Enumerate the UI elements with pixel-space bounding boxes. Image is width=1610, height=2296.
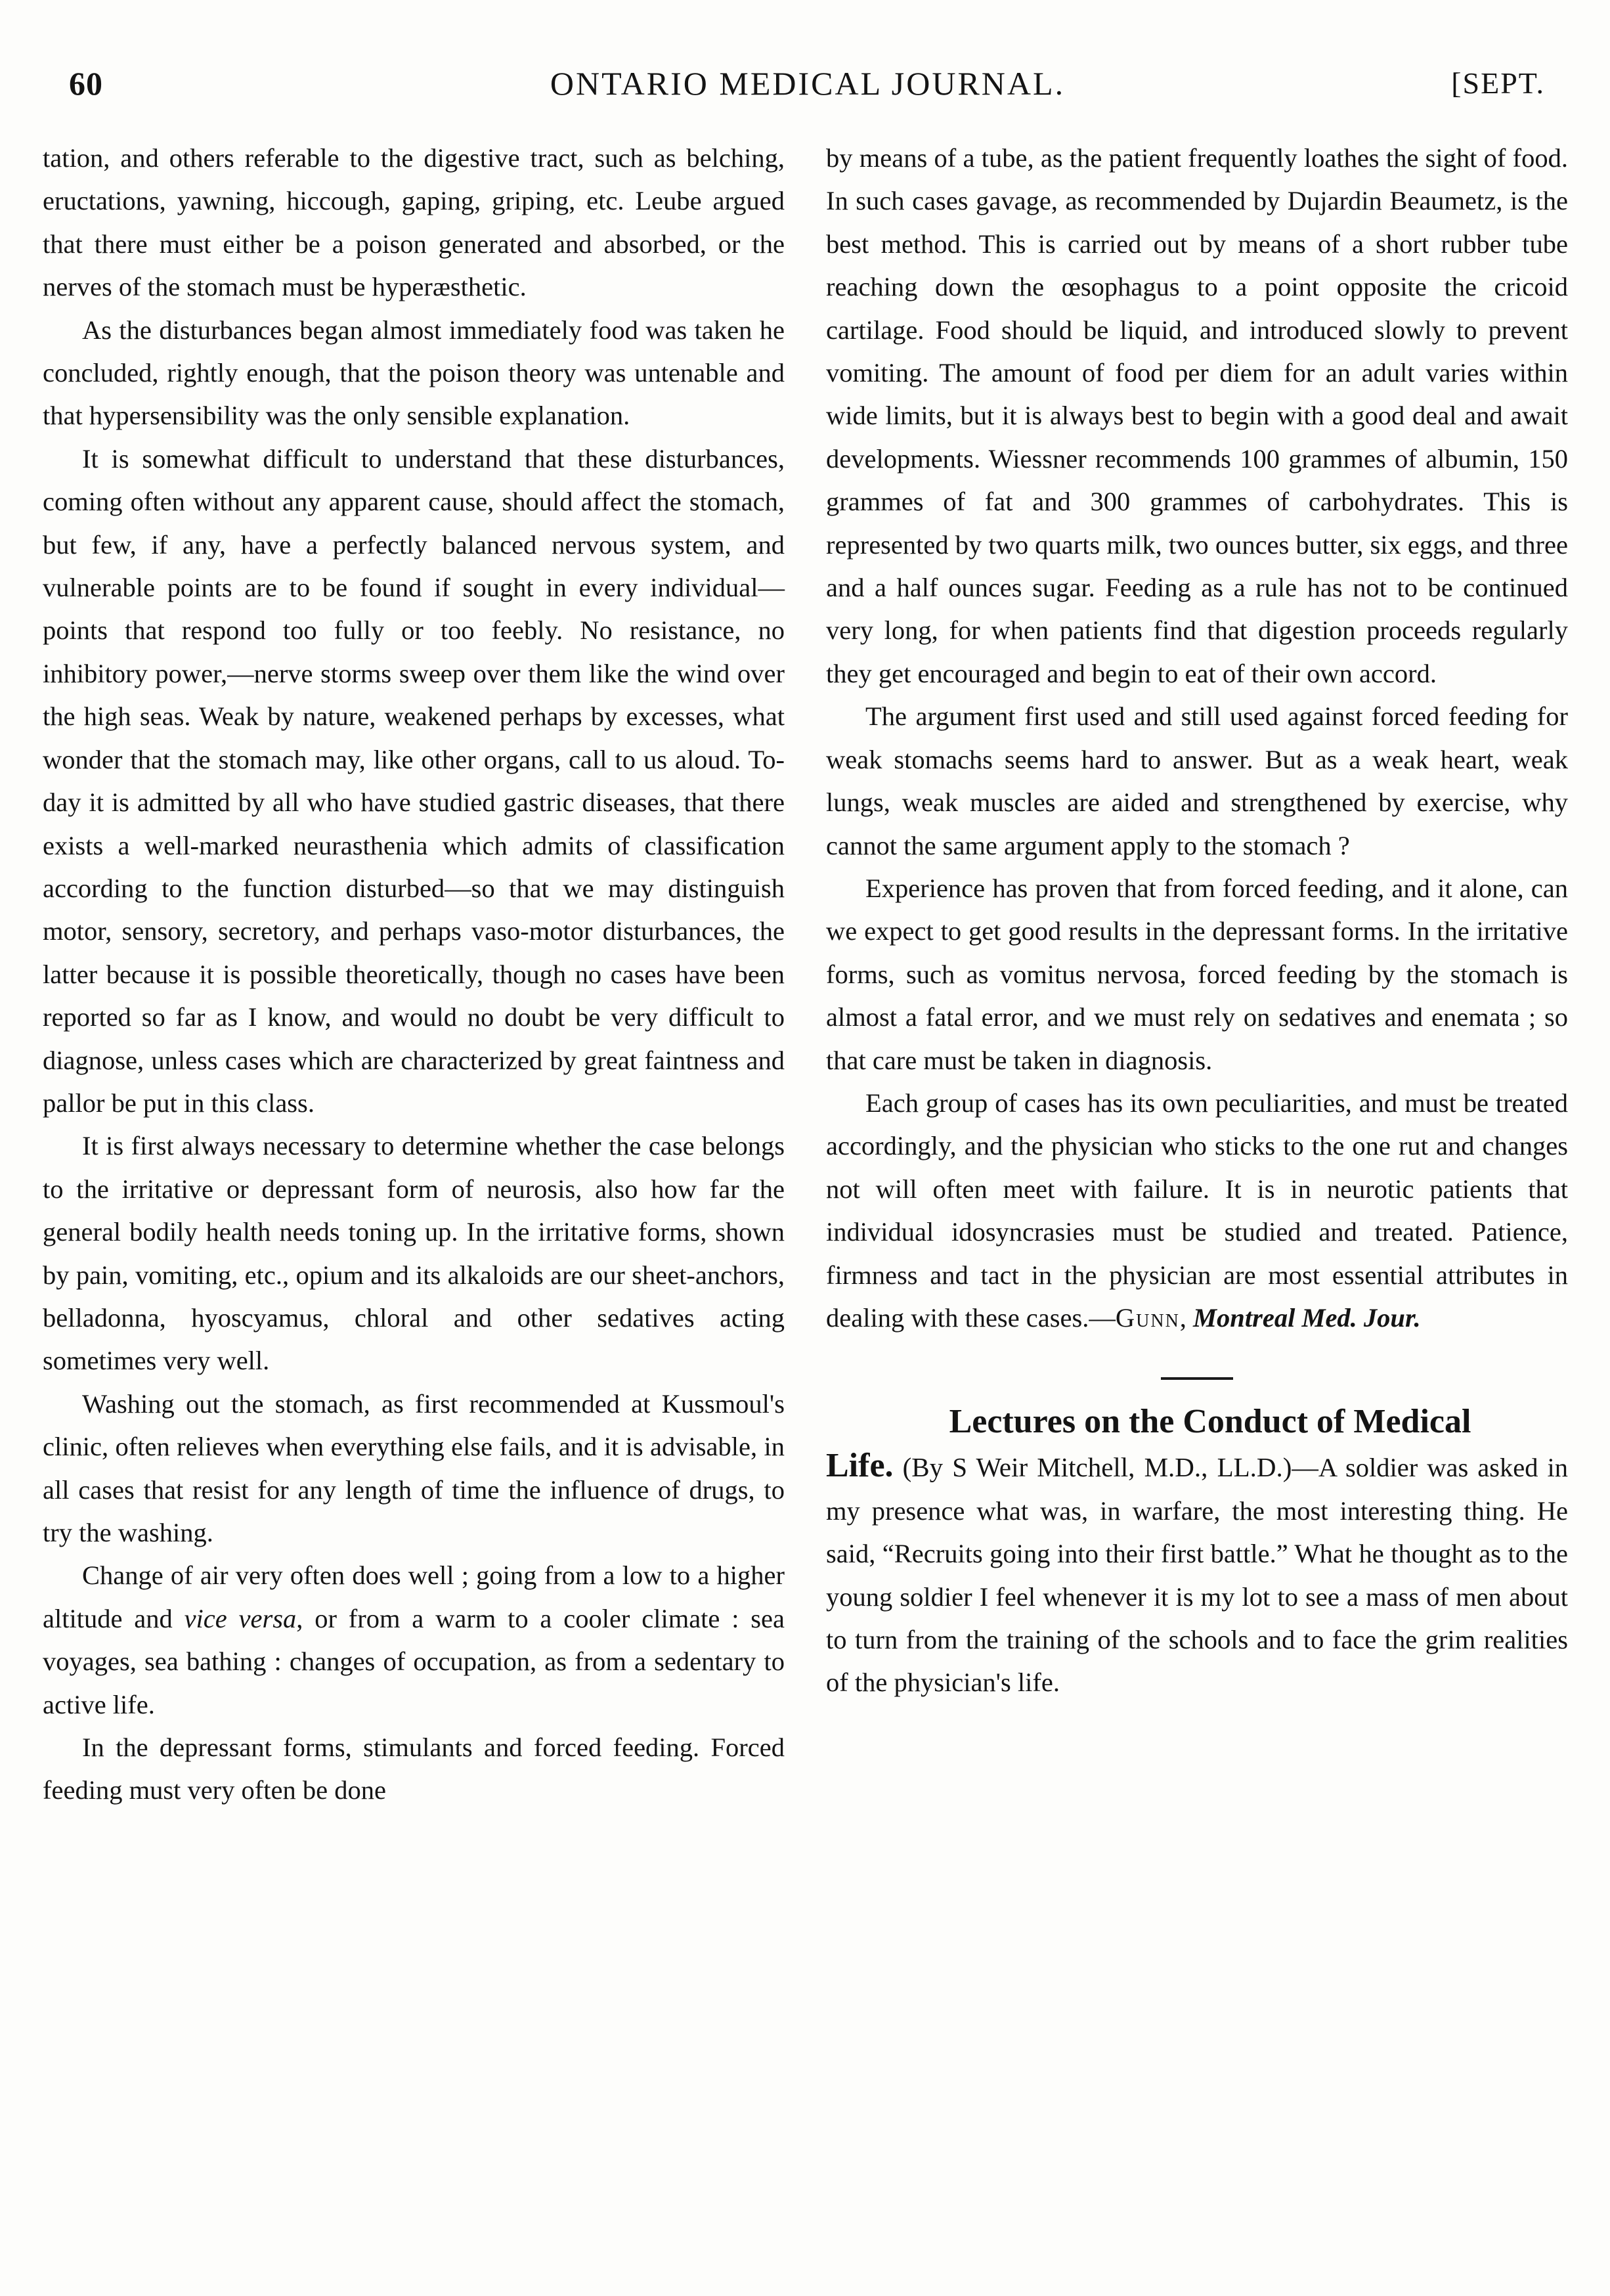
paragraph	[43, 1554, 785, 1726]
right-column	[826, 137, 1568, 1704]
paragraph: Experience has proven that from forced feeding, and it alone, can we expect to get good results in the depressant forms. In the irritative forms, such as vomitus nervosa, forced feeding by the stomach is almost a fatal error, and we must rely on sedatives and enemata ; so that care must be taken in diagnosis.	[826, 873, 1568, 1075]
paragraph: The argument first used and still used against forced feeding for weak stomachs seems hard to answer. But as a weak heart, weak lungs, weak muscles are aided and strengthened by exercise, why cannot the same argument apply to the stomach ?	[826, 701, 1568, 860]
page-header	[62, 64, 1553, 117]
author-name: Gunn	[1115, 1302, 1180, 1333]
journal-title: ONTARIO MEDICAL JOURNAL.	[550, 65, 1066, 102]
paragraph-text: Each group of cases has its own peculiarities, and must be treated accordingly, and the physician who sticks to the one rut and changes not will often meet with failure. It is in neurotic patients that individual idosyncrasies must be studied and treated. Patience, firmness and tact in the physician are most essential attributes in dealing with these cases.—	[826, 1088, 1568, 1333]
paragraph: It is somewhat difficult to understand that these disturbances, coming often without any apparent cause, should affect the stomach, but few, if any, have a perfectly balanced nervous system, and vulnerable points are to be found if sought in every individual—points that respond too fully or too feebly. No resistance, no inhibitory power,—nerve storms sweep over them like the wind over the high seas. Weak by nature, weakened perhaps by excesses, what wonder that the stomach may, like other organs, call to us aloud. To-day it is admitted by all who have studied gastric diseases, that there exists a well-marked neurasthenia which admits of classification according to the function disturbed—so that we may distinguish motor, sensory, secretory, and perhaps vaso-motor disturbances, the latter because it is possible theoretically, though no cases have been reported so far as I know, and would no doubt be very difficult to diagnose, unless cases which are characterized by great faintness and pallor be put in this class.	[43, 443, 785, 1118]
paragraph: Washing out the stomach, as first recommended at Kussmoul's clinic, often relieves when everything else fails, and it is advisable, in all cases that resist for any length of time the influence of drugs, to try the washing.	[43, 1388, 785, 1547]
italic-phrase: vice versa	[184, 1603, 297, 1633]
paragraph: In the depressant forms, stimulants and forced feeding. Forced feeding must very often be done	[43, 1733, 785, 1805]
running-head: [SEPT.	[1451, 66, 1545, 100]
paragraph-text: , or from a warm to a cooler climate : sea voyages, sea bathing : changes of occupation, as from a sedentary to active life.	[43, 1603, 785, 1719]
left-column	[43, 137, 785, 1812]
page-number: 60	[69, 65, 103, 102]
paragraph	[826, 1082, 1568, 1339]
paragraph: It is first always necessary to determine whether the case belongs to the irritative or depressant form of neurosis, also how far the general bodily health needs toning up. In the irritative forms, shown by pain, vomiting, etc., opium and its alkaloids are our sheet-anchors, belladonna, hyoscyamus, chloral and other sedatives acting sometimes very well.	[43, 1131, 785, 1376]
paragraph-text: Change of air very often does well ; going from a low to a higher altitude and	[43, 1560, 785, 1633]
paragraph: by means of a tube, as the patient frequently loathes the sight of food. In such cases gavage, as recommended by Dujardin Beaumetz, is the best method. This is carried out by means of a short rubber tube reaching down the œsophagus to a point opposite the cricoid cartilage. Food should be liquid, and introduced slowly to prevent vomiting. The amount of food per diem for an adult varies within wide limits, but it is always best to begin with a good deal and await developments. Wiessner recommends 100 grammes of albumin, 150 grammes of fat and 300 grammes of carbohydrates. This is represented by two quarts milk, two ounces butter, six eggs, and three and a half ounces sugar. Feeding as a rule has not to be continued very long, for when patients find that digestion proceeds regularly they get encouraged and begin to eat of their own accord.	[826, 143, 1568, 688]
article-title-end: Life.	[826, 1447, 894, 1485]
section-divider	[1161, 1377, 1233, 1380]
paragraph: As the disturbances began almost immediately food was taken he concluded, rightly enough, that the poison theory was untenable and that hypersensibility was the only sensible explanation.	[43, 315, 785, 431]
source-citation: Montreal Med. Jour.	[1193, 1302, 1421, 1333]
article-byline: (By S Weir Mitchell, M.D., LL.D.)	[902, 1452, 1292, 1483]
article-lead	[826, 1444, 1568, 1704]
article-title: Lectures on the Conduct of Medical	[949, 1403, 1471, 1441]
paragraph: tation, and others referable to the digestive tract, such as belching, eructations, yawning, hiccough, gaping, griping, etc. Leube argued that there must either be a poison generated and absorbed, or the nerves of the stomach must be hyperæsthetic.	[43, 143, 785, 302]
separator: ,	[1179, 1302, 1194, 1333]
article-body: —A soldier was asked in my presence what was, in warfare, the most interesting thing. He said, “Recruits going into their first battle.” What he thought as to the young soldier I feel whenever it is my lot to see a mass of men about to turn from the training of the schools and to face the grim realities of the physician's life.	[826, 1453, 1568, 1698]
